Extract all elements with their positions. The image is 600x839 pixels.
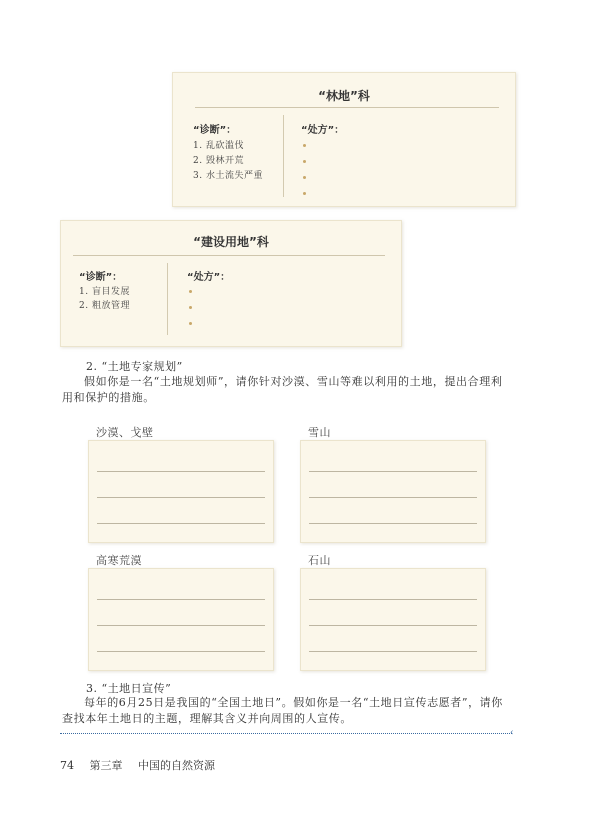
answer-line: [97, 651, 265, 652]
box-label-snow-mountain: 雪山: [308, 426, 331, 439]
page-footer: [60, 757, 227, 773]
forest-card-divider: [283, 115, 284, 197]
answer-line: [309, 599, 477, 600]
answer-box-desert: [88, 440, 274, 543]
forest-prescription-bullet: [303, 144, 306, 147]
forest-diagnosis-item: 3. 水土流失严重: [193, 171, 263, 181]
answer-line: [97, 523, 265, 524]
box-label-desert: 沙漠、戈壁: [96, 426, 154, 439]
construction-prescription-bullet: [189, 322, 192, 325]
construction-card-rule: [73, 255, 385, 256]
answer-line: [309, 651, 477, 652]
construction-diagnosis-item: 2. 粗放管理: [79, 301, 130, 311]
chapter-title: 中国的自然资源: [138, 759, 215, 772]
answer-line: [97, 497, 265, 498]
chapter-label: 第三章: [89, 759, 123, 772]
box-label-alpine-desert: 高寒荒漠: [96, 554, 142, 567]
answer-line: [309, 471, 477, 472]
construction-prescription-bullet: [189, 306, 192, 309]
forest-card-rule: [195, 107, 499, 108]
answer-line: [309, 625, 477, 626]
construction-card-divider: [167, 263, 168, 335]
construction-card-title: “建设用地”科: [193, 235, 269, 249]
section2-heading: 2. “土地专家规划”: [86, 360, 183, 373]
construction-diagnosis-item: 1. 盲目发展: [79, 287, 130, 297]
forest-prescription-bullet: [303, 160, 306, 163]
forest-prescription-bullet: [303, 176, 306, 179]
forest-prescription-bullet: [303, 192, 306, 195]
dotted-divider: [60, 733, 512, 734]
construction-prescription-bullet: [189, 290, 192, 293]
divider-end-arrow: ‹: [510, 728, 514, 738]
answer-line: [309, 497, 477, 498]
forest-diagnosis-item: 1. 乱砍滥伐: [193, 141, 244, 151]
forest-diagnosis-item: 2. 毁林开荒: [193, 156, 244, 166]
construction-card: [60, 220, 402, 347]
section3-paragraph: 每年的6月25日是我国的“全国土地日”。假如你是一名“土地日宣传志愿者”，请你查找本年土地日的主题，理解其含义并向周围的人宣传。: [62, 696, 503, 725]
forest-card: [172, 72, 516, 207]
answer-box-snow-mountain: [300, 440, 486, 543]
section3-heading: 3. “土地日宣传”: [86, 682, 172, 695]
page-number: 74: [60, 759, 74, 772]
forest-card-title: “林地”科: [318, 89, 370, 103]
section2-paragraph: 假如你是一名“土地规划师”，请你针对沙漠、雪山等难以利用的土地，提出合理利用和保护的措施。: [62, 375, 503, 404]
construction-prescription-label: “处方”：: [187, 272, 231, 283]
forest-prescription-label: “处方”：: [301, 125, 345, 136]
box-label-rocky-mountain: 石山: [308, 554, 331, 567]
answer-line: [97, 599, 265, 600]
forest-diagnosis-label: “诊断”：: [193, 125, 237, 136]
answer-line: [97, 625, 265, 626]
answer-box-rocky-mountain: [300, 568, 486, 671]
construction-diagnosis-label: “诊断”：: [79, 272, 123, 283]
answer-line: [97, 471, 265, 472]
answer-box-alpine-desert: [88, 568, 274, 671]
answer-line: [309, 523, 477, 524]
